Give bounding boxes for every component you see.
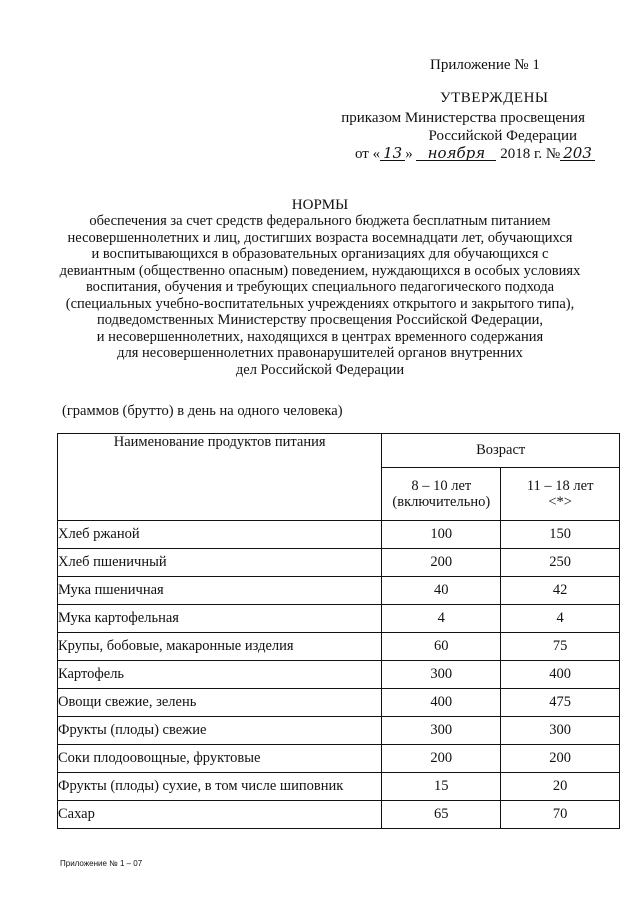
product-name-cell: Овощи свежие, зелень xyxy=(58,689,382,717)
value-11-18-cell: 400 xyxy=(501,661,620,689)
document-description xyxy=(40,213,600,378)
date-prefix: от « xyxy=(355,146,381,162)
description-line: дел Российской Федерации xyxy=(235,361,405,378)
product-name-cell: Картофель xyxy=(58,661,382,689)
handwritten-month: ноября xyxy=(416,146,496,161)
value-8-10-cell: 65 xyxy=(382,801,501,829)
date-year: 2018 г. № xyxy=(500,146,561,162)
document-title: НОРМЫ xyxy=(291,197,349,213)
product-name-cell: Сахар xyxy=(58,801,382,829)
date-mid: » xyxy=(405,146,413,162)
page-footer: Приложение № 1 – 07 xyxy=(60,859,143,868)
description-line: обеспечения за счет средств федерального бюджета бесплатным питанием xyxy=(89,213,551,229)
handwritten-day: 13 xyxy=(380,146,405,161)
value-11-18-cell: 42 xyxy=(501,577,620,605)
description-line: для несовершеннолетних правонарушителей органов внутренних xyxy=(117,345,523,361)
value-8-10-cell: 200 xyxy=(382,549,501,577)
product-name-cell: Фрукты (плоды) сухие, в том числе шиповник xyxy=(58,773,382,801)
age-8-10-note: (включительно) xyxy=(392,494,491,510)
table-row xyxy=(58,717,620,745)
value-11-18-cell: 4 xyxy=(501,605,620,633)
header-age: Возраст xyxy=(382,434,620,468)
product-name-cell: Крупы, бобовые, макаронные изделия xyxy=(58,633,382,661)
table-row xyxy=(58,549,620,577)
handwritten-order-number: 203 xyxy=(560,146,595,161)
value-8-10-cell: 15 xyxy=(382,773,501,801)
product-name-cell: Мука картофельная xyxy=(58,605,382,633)
table-row xyxy=(58,801,620,829)
description-line: и воспитывающихся в образовательных организациях для обучающихся с xyxy=(91,246,549,262)
product-name-cell: Фрукты (плоды) свежие xyxy=(58,717,382,745)
table-row xyxy=(58,689,620,717)
table-row xyxy=(58,773,620,801)
header-age-11-18 xyxy=(501,468,620,521)
table-row xyxy=(58,661,620,689)
order-line-1: приказом Министерства просвещения xyxy=(341,110,585,126)
table-row xyxy=(58,633,620,661)
unit-note: (граммов (брутто) в день на одного человека) xyxy=(62,403,343,419)
norms-table xyxy=(57,433,620,829)
product-name-cell: Хлеб пшеничный xyxy=(58,549,382,577)
order-line-2: Российской Федерации xyxy=(428,128,577,144)
age-11-18-note: <*> xyxy=(548,494,572,510)
value-11-18-cell: 150 xyxy=(501,521,620,549)
product-name-cell: Соки плодоовощные, фруктовые xyxy=(58,745,382,773)
value-11-18-cell: 70 xyxy=(501,801,620,829)
table-row xyxy=(58,745,620,773)
value-8-10-cell: 300 xyxy=(382,661,501,689)
product-name-cell: Хлеб ржаной xyxy=(58,521,382,549)
value-11-18-cell: 200 xyxy=(501,745,620,773)
description-line: (специальных учебно-воспитательных учреждениях открытого и закрытого типа), xyxy=(65,295,575,312)
order-date-line xyxy=(355,146,595,163)
value-11-18-cell: 300 xyxy=(501,717,620,745)
description-line: воспитания, обучения и требующих специального педагогического подхода xyxy=(85,279,555,295)
approved-heading: УТВЕРЖДЕНЫ xyxy=(440,90,549,106)
table-row xyxy=(58,521,620,549)
table-row xyxy=(58,605,620,633)
product-name-cell: Мука пшеничная xyxy=(58,577,382,605)
value-11-18-cell: 475 xyxy=(501,689,620,717)
description-line: подведомственных Министерству просвещения Российской Федерации, xyxy=(96,312,544,328)
value-8-10-cell: 4 xyxy=(382,605,501,633)
table-row xyxy=(58,577,620,605)
value-8-10-cell: 300 xyxy=(382,717,501,745)
value-8-10-cell: 400 xyxy=(382,689,501,717)
description-line: несовершеннолетних и лиц, достигших возраста восемнадцати лет, обучающихся xyxy=(67,229,573,246)
appendix-label: Приложение № 1 xyxy=(430,57,540,73)
value-8-10-cell: 200 xyxy=(382,745,501,773)
value-11-18-cell: 20 xyxy=(501,773,620,801)
value-8-10-cell: 100 xyxy=(382,521,501,549)
table-body xyxy=(58,521,620,829)
description-line: девиантным (общественно опасным) поведением, нуждающихся в особых условиях xyxy=(59,262,581,279)
value-8-10-cell: 60 xyxy=(382,633,501,661)
header-age-8-10 xyxy=(382,468,501,521)
value-11-18-cell: 75 xyxy=(501,633,620,661)
value-8-10-cell: 40 xyxy=(382,577,501,605)
value-11-18-cell: 250 xyxy=(501,549,620,577)
age-11-18-range: 11 – 18 лет xyxy=(526,478,594,494)
header-product-name: Наименование продуктов питания xyxy=(58,434,382,521)
description-line: и несовершеннолетних, находящихся в центрах временного содержания xyxy=(96,328,544,345)
age-8-10-range: 8 – 10 лет xyxy=(411,478,472,494)
